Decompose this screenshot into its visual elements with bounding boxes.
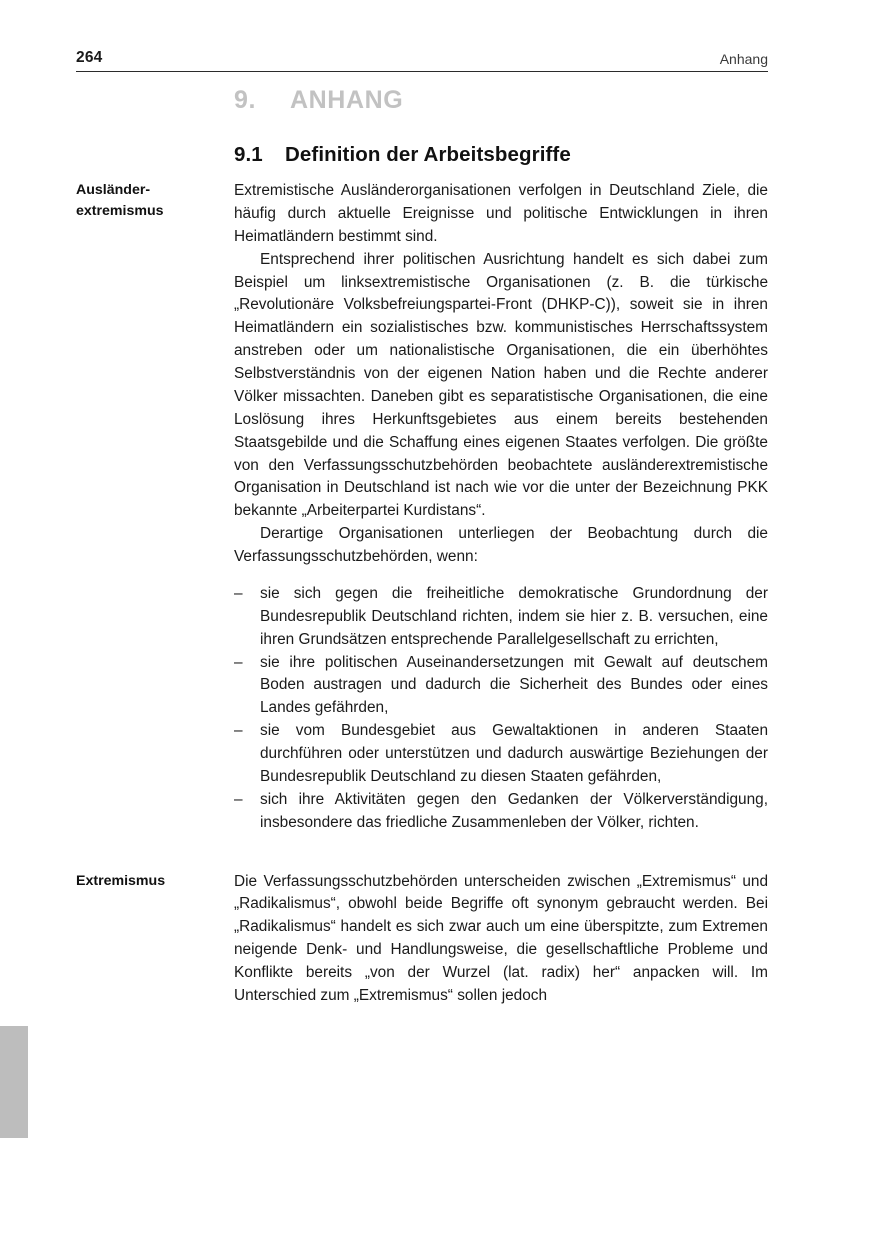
- list-item-text: sie sich gegen die freiheitliche demokratische Grundordnung der Bundesrepublik Deutschland richten, indem sie hier z. B. versuchen, eine ihren Grundsätzen entsprechende Parallelgesellschaft zu errichten,: [260, 584, 768, 648]
- block-extremismus: [0, 871, 875, 1008]
- list-item: [234, 789, 768, 835]
- chapter-title: ANHANG: [290, 86, 404, 114]
- paragraph: Derartige Organisationen unterliegen der Beobachtung durch die Verfassungsschutzbehörden, wenn:: [234, 525, 768, 565]
- section-title: Definition der Arbeitsbegriffe: [285, 143, 571, 166]
- section-number: 9.1: [234, 143, 263, 166]
- margin-note-line-1: Ausländer-: [76, 182, 151, 198]
- list-item-text: sie ihre politischen Auseinandersetzungen mit Gewalt auf deutschem Boden austragen und dadurch die Sicherheit des Bundes oder eines Landes gefährden,: [260, 653, 768, 717]
- block-auslaenderextremismus: [0, 180, 875, 835]
- paragraph: Entsprechend ihrer politischen Ausrichtung handelt es sich dabei zum Beispiel um linksextremistische Organisationen (z. B. die türkische „Revolutionäre Volksbefreiungspartei-Front (DHKP-C)), soweit sie in ihren Heimatländern ein sozialistisches bzw. kommunistisches Herrschaftssystem anstreben oder um nationalistische Organisationen, die ein überhöhtes Selbstverständnis von der eigenen Nation haben und die Rechte anderer Völker missachten. Daneben gibt es separatistische Organisationen, die eine Loslösung ihres Herkunftsgebietes aus einem bereits bestehenden Staatsgebilde und die Schaffung eines eigenen Staates verfolgen. Die größte von den Verfassungsschutzbehörden beobachtete ausländerextremistische Organisation in Deutschland ist nach wie vor die unter der Bezeichnung PKK bekannte „Arbeiterpartei Kurdistans“.: [234, 250, 768, 520]
- body-content: [0, 180, 875, 1008]
- list-item: [234, 720, 768, 789]
- margin-note-extremismus: Extremismus: [76, 872, 166, 889]
- edge-index-tab: [0, 1026, 28, 1138]
- paragraph: Extremistische Ausländerorganisationen verfolgen in Deutschland Ziele, die häufig durch aktuelle Ereignisse und politische Entwicklungen in ihren Heimatländern bestimmt sind.: [234, 182, 768, 245]
- running-head-title: Anhang: [719, 50, 768, 67]
- criteria-list: [234, 583, 768, 835]
- paragraph: Die Verfassungsschutzbehörden unterscheiden zwischen „Extremismus“ und „Radikalismus“, obwohl beide Begriffe oft synonym gebraucht werden. Bei „Radikalismus“ handelt es sich zwar auch um eine überspitzte, zum Extremen neigende Denk- und Handlungsweise, die gesellschaftliche Probleme und Konflikte bereits „von der Wurzel (lat. radix) her“ anpacken will. Im Unterschied zum „Extremismus“ sollen jedoch: [234, 872, 768, 1004]
- list-dash-icon: –: [234, 722, 243, 740]
- list-item: [234, 652, 768, 721]
- list-dash-icon: –: [234, 790, 243, 808]
- list-dash-icon: –: [234, 653, 243, 671]
- page-number: 264: [76, 49, 103, 66]
- running-head: [76, 50, 768, 72]
- block-spacer: [0, 835, 875, 871]
- list-item: [234, 583, 768, 652]
- section-heading: [234, 143, 571, 168]
- chapter-number: 9.: [234, 86, 257, 114]
- list-dash-icon: –: [234, 584, 243, 602]
- list-item-text: sich ihre Aktivitäten gegen den Gedanken der Völkerverständigung, insbesondere das friedliche Zusammenleben der Völker, richten.: [260, 790, 768, 831]
- list-item-text: sie vom Bundesgebiet aus Gewaltaktionen in anderen Staaten durchführen oder unterstützen und dadurch auswärtige Beziehungen der Bundesrepublik Deutschland zu diesen Staaten gefährden,: [260, 722, 768, 785]
- margin-note-auslaenderextremismus: [76, 180, 226, 222]
- chapter-heading: [234, 85, 403, 115]
- margin-note-line-2: extremismus: [76, 203, 164, 220]
